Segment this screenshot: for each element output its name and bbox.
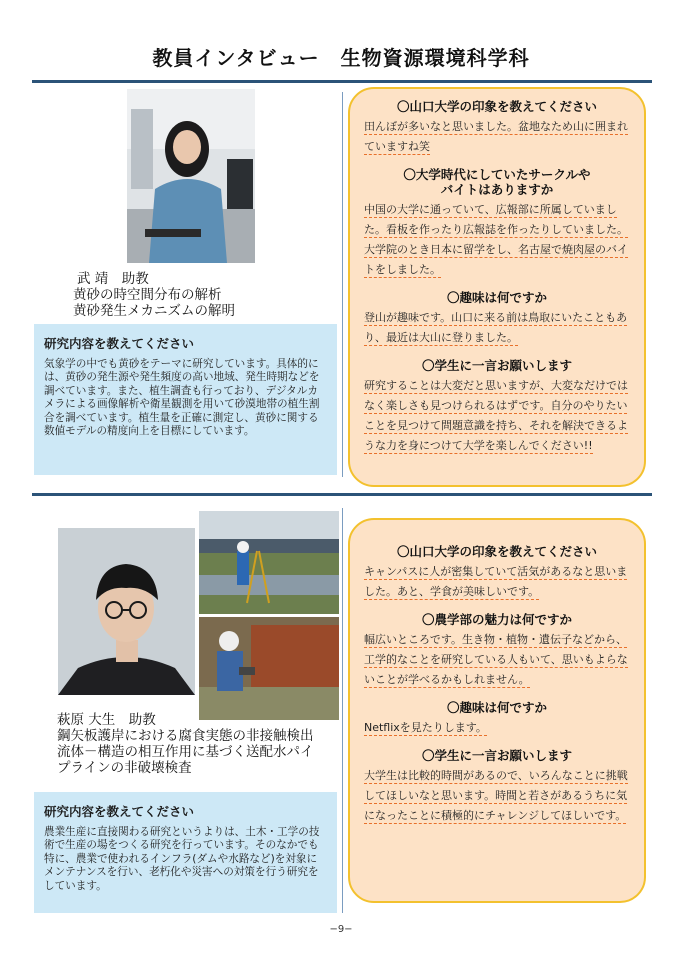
column-divider-2 xyxy=(342,508,343,913)
profile-hagihara xyxy=(57,712,342,776)
research-theme: 黄砂の時空間分布の解析 xyxy=(73,287,222,303)
answer: 中国の大学に通っていて、広報部に所属していました。看板を作ったり広報誌を作ったりしていました。大学院のとき日本に留学をし、名古屋で焼肉屋のバイトをしました。 xyxy=(364,203,628,276)
answer: 幅広いところです。生き物・植物・遺伝子などから、工学的なことを研究している人もいて、思いもよらないことが学べるかもしれません。 xyxy=(364,633,628,686)
teacher-name: 萩原 大生 助教 xyxy=(57,712,156,728)
question: 〇山口大学の印象を教えてください xyxy=(396,544,597,559)
qa-item xyxy=(364,167,630,280)
question: 〇学生に一言お願いします xyxy=(421,358,572,373)
question: 〇趣味は何ですか xyxy=(446,700,547,715)
photo-wu-jing xyxy=(127,89,255,263)
qa-item xyxy=(364,748,630,826)
answer: 大学生は比較的時間があるので、いろんなことに挑戦してほしいなと思います。時間と若さがあるうちに気になったことに積極的にチャレンジしてほしいです。 xyxy=(364,769,628,822)
research-theme: 流体－構造の相互作用に基づく送配水パイ xyxy=(57,744,314,760)
answer: Netflixを見たりします。 xyxy=(364,721,487,734)
research-theme: プラインの非破壊検査 xyxy=(57,760,192,776)
photo-wall-inspection xyxy=(199,617,339,720)
research-box-wu-jing xyxy=(34,324,337,475)
research-heading: 研究内容を教えてください xyxy=(44,804,195,819)
qa-item xyxy=(364,700,630,738)
top-divider xyxy=(32,80,652,83)
question: 〇山口大学の印象を教えてください xyxy=(396,99,597,114)
teacher-name: 武 靖 助教 xyxy=(77,271,149,287)
question: 〇大学時代にしていたサークルや バイトはありますか xyxy=(403,167,591,197)
question: 〇農学部の魅力は何ですか xyxy=(421,612,572,627)
question: 〇学生に一言お願いします xyxy=(421,748,572,763)
answer: 田んぼが多いなと思いました。盆地なため山に囲まれていますね笑 xyxy=(364,120,628,153)
qa-box-hagihara xyxy=(348,518,646,903)
column-divider-1 xyxy=(342,92,343,477)
research-theme: 黄砂発生メカニズムの解明 xyxy=(73,303,235,319)
answer: 研究することは大変だと思いますが、大変なだけではなく楽しさも見つけられるはずです。自分のやりたいことを見つけて問題意識を持ち、それを解決できるような力を身につけて大学を楽しんでください!! xyxy=(364,379,628,452)
qa-box-wu-jing xyxy=(348,87,646,487)
page-number: −9− xyxy=(329,924,353,935)
qa-item xyxy=(364,99,630,157)
research-heading: 研究内容を教えてください xyxy=(44,336,195,351)
research-text: 農業生産に直接関わる研究というよりは、土木・工学の技術で生産の場をつくる研究を行っています。そのなかでも特に、農業で使われるインフラ(ダムや水路など)を対象にメンテナンスを行い、老朽化や災害への対策を行う研究をしています。 xyxy=(44,826,320,892)
photo-hagihara xyxy=(58,528,195,695)
qa-item xyxy=(364,612,630,690)
photo-field-survey xyxy=(199,511,339,614)
research-box-hagihara xyxy=(34,792,337,913)
qa-item xyxy=(364,290,630,348)
qa-item xyxy=(364,358,630,456)
profile-wu-jing xyxy=(73,271,323,319)
answer: キャンパスに人が密集していて活気があるなと思いました。あと、学食が美味しいです。 xyxy=(364,565,628,598)
research-text: 気象学の中でも黄砂をテーマに研究しています。具体的には、黄砂の発生源や発生頻度の高い地域、発生時期などを調べています。また、植生調査も行っており、デジタルカメラによる画像解析や衛星観測を用いて砂漠地帯の植生割合を調べています。植生量を正確に測定し、黄砂に関する数値モデルの精度向上を目標にしています。 xyxy=(44,358,320,438)
qa-item xyxy=(364,544,630,602)
middle-divider xyxy=(32,493,652,496)
research-theme: 鋼矢板護岸における腐食実態の非接触検出 xyxy=(57,728,314,744)
answer: 登山が趣味です。山口に来る前は鳥取にいたこともあり、最近は大山に登りました。 xyxy=(364,311,628,344)
page-title: 教員インタビュー 生物資源環境科学科 xyxy=(152,46,530,70)
question: 〇趣味は何ですか xyxy=(446,290,547,305)
